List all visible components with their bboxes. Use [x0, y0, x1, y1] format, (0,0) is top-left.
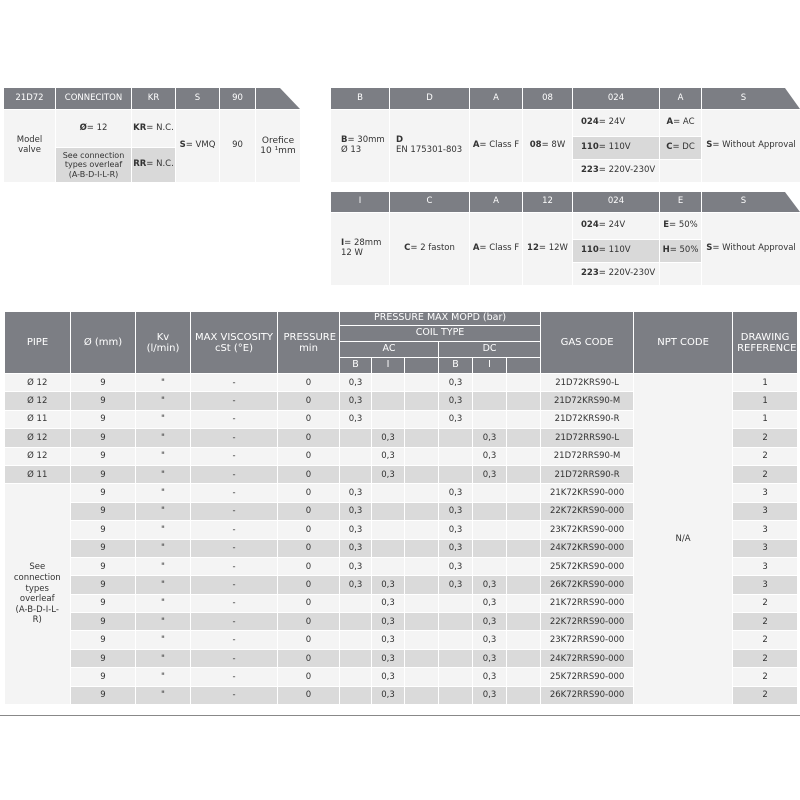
ct3-header-0: I [331, 192, 389, 212]
cell-ac-x [405, 502, 439, 520]
cell-visc: - [191, 484, 278, 502]
ct2-d-cell: D EN 175301-803 [390, 110, 469, 182]
cell-pmin: 0 [278, 539, 340, 557]
cell-gas: 21D72RRS90-R [541, 465, 634, 483]
cell-kv: " [136, 429, 191, 447]
cell-gas: 21D72KRS90-M [541, 392, 634, 410]
cell-dc-b: 0,3 [439, 557, 473, 575]
cell-dc-b: 0,3 [439, 502, 473, 520]
cell-dc-b: 0,3 [439, 374, 473, 392]
cell-ac-x [405, 594, 439, 612]
cell-dc-x [507, 539, 541, 557]
cell-pmin: 0 [278, 557, 340, 575]
ct2-header-2: A [470, 88, 522, 109]
cell-dc-i: 0,3 [473, 649, 507, 667]
cell-drawing-ref: 2 [733, 429, 798, 447]
cell-dc-x [507, 631, 541, 649]
cell-ac-b [340, 447, 372, 465]
cell-pmin: 0 [278, 484, 340, 502]
cell-dc-x [507, 392, 541, 410]
cell-pmin: 0 [278, 374, 340, 392]
cell-dc-x [507, 447, 541, 465]
cell-ac-x [405, 557, 439, 575]
cell-ac-i [372, 521, 405, 539]
cell-dc-b: 0,3 [439, 576, 473, 594]
cell-gas: 24K72KRS90-000 [541, 539, 634, 557]
cell-ac-b [340, 594, 372, 612]
cell-visc: - [191, 649, 278, 667]
cell-ac-x [405, 429, 439, 447]
cell-dc-i: 0,3 [473, 465, 507, 483]
model-valve-label: Model valve [4, 110, 55, 182]
seal-option: S= VMQ [176, 110, 219, 182]
cell-drawing-ref: 2 [733, 631, 798, 649]
header-coil-type: COIL TYPE [340, 326, 541, 342]
cell-pmin: 0 [278, 686, 340, 704]
cell-kv: " [136, 465, 191, 483]
cell-dia: 9 [71, 613, 136, 631]
cell-dia: 9 [71, 668, 136, 686]
cell-ac-i: 0,3 [372, 686, 405, 704]
cell-kv: " [136, 392, 191, 410]
cell-ac-b: 0,3 [340, 374, 372, 392]
cell-drawing-ref: 2 [733, 447, 798, 465]
ct2-v2-cell: 110= 110V [573, 137, 659, 159]
cell-drawing-ref: 3 [733, 539, 798, 557]
cell-kv: " [136, 539, 191, 557]
cell-ac-i: 0,3 [372, 613, 405, 631]
cell-gas: 21D72KRS90-R [541, 410, 634, 428]
cell-dc-b [439, 686, 473, 704]
header-diameter: Ø (mm) [71, 312, 136, 374]
cell-kv: " [136, 613, 191, 631]
cell-kv: " [136, 374, 191, 392]
cell-visc: - [191, 392, 278, 410]
kr-option: KR= N.C. [132, 110, 175, 147]
cell-ac-b: 0,3 [340, 521, 372, 539]
cell-ac-i: 0,3 [372, 576, 405, 594]
cell-pipe: Ø 12 [5, 392, 71, 410]
cell-dc-x [507, 668, 541, 686]
cell-ac-i [372, 557, 405, 575]
cell-dc-x [507, 557, 541, 575]
ct2-header-1: D [390, 88, 469, 109]
cell-drawing-ref: 3 [733, 576, 798, 594]
cell-dc-b: 0,3 [439, 392, 473, 410]
cell-dc-i [473, 374, 507, 392]
cell-ac-i [372, 484, 405, 502]
cell-visc: - [191, 668, 278, 686]
cell-dc-x [507, 502, 541, 520]
cell-dia: 9 [71, 447, 136, 465]
ct3-h-cell: H= 50% [660, 240, 701, 262]
cell-dia: 9 [71, 521, 136, 539]
cell-npt-code: N/A [634, 374, 733, 705]
ct3-header-3: 12 [523, 192, 572, 212]
cell-visc: - [191, 410, 278, 428]
ct2-s-cell: S= Without Approval [702, 110, 800, 182]
header-pressure-min: PRESSURE min [278, 312, 340, 374]
ct3-header-arrow [785, 192, 800, 212]
header-dc-blank [507, 358, 541, 374]
cell-dc-x [507, 429, 541, 447]
cell-dc-i [473, 539, 507, 557]
header-dc-b: B [439, 358, 473, 374]
cell-drawing-ref: 3 [733, 521, 798, 539]
cell-drawing-ref: 3 [733, 557, 798, 575]
cell-dia: 9 [71, 429, 136, 447]
cell-gas: 26K72KRS90-000 [541, 576, 634, 594]
cell-ac-x [405, 410, 439, 428]
header-ac-blank [405, 358, 439, 374]
ct3-a-cell: A= Class F [470, 213, 522, 285]
cell-pipe: Ø 12 [5, 447, 71, 465]
cell-visc: - [191, 374, 278, 392]
cell-dc-x [507, 686, 541, 704]
header-ac-b: B [340, 358, 372, 374]
header-npt-code: NPT CODE [634, 312, 733, 374]
cell-gas: 21D72RRS90-L [541, 429, 634, 447]
cell-visc: - [191, 429, 278, 447]
cell-dc-b: 0,3 [439, 410, 473, 428]
cell-dc-x [507, 594, 541, 612]
cell-drawing-ref: 3 [733, 484, 798, 502]
cell-gas: 23K72KRS90-000 [541, 521, 634, 539]
cell-pmin: 0 [278, 502, 340, 520]
cell-gas: 21K72KRS90-000 [541, 484, 634, 502]
cell-see-connection [5, 484, 71, 705]
cell-dia: 9 [71, 557, 136, 575]
cell-pmin: 0 [278, 410, 340, 428]
cell-pmin: 0 [278, 429, 340, 447]
cell-dc-i: 0,3 [473, 576, 507, 594]
orifice-value: Orefice 10 ¹mm [256, 110, 300, 182]
cell-ac-b: 0,3 [340, 410, 372, 428]
cell-kv: " [136, 484, 191, 502]
cell-ac-b: 0,3 [340, 557, 372, 575]
cell-kv: " [136, 557, 191, 575]
cell-ac-x [405, 686, 439, 704]
cell-ac-i: 0,3 [372, 649, 405, 667]
cell-ac-x [405, 649, 439, 667]
ct2-header-3: 08 [523, 88, 572, 109]
cell-ac-b [340, 429, 372, 447]
cell-kv: " [136, 447, 191, 465]
cell-drawing-ref: 2 [733, 668, 798, 686]
ct2-b-cell: B= 30mm Ø 13 [331, 110, 389, 182]
ct3-e-cell: E= 50% [660, 213, 701, 239]
cell-kv: " [136, 410, 191, 428]
cell-ac-x [405, 539, 439, 557]
cell-ac-b [340, 668, 372, 686]
cell-dia: 9 [71, 576, 136, 594]
cell-drawing-ref: 3 [733, 502, 798, 520]
see-connection-text: See connection types overleaf (A-B-D-I-L-R) [13, 562, 61, 626]
cell-ac-b [340, 686, 372, 704]
cell-visc: - [191, 594, 278, 612]
cell-gas: 23K72RRS90-000 [541, 631, 634, 649]
cell-gas: 25K72KRS90-000 [541, 557, 634, 575]
header-kv: Kv (l/min) [136, 312, 191, 374]
header-viscosity: MAX VISCOSITY cSt (°E) [191, 312, 278, 374]
cell-visc: - [191, 502, 278, 520]
ninety-value: 90 [220, 110, 255, 182]
header-drawing-ref: DRAWING REFERENCE [733, 312, 798, 374]
cell-visc: - [191, 557, 278, 575]
cell-ac-x [405, 374, 439, 392]
ct3-v1-cell: 024= 24V [573, 213, 659, 239]
cell-dia: 9 [71, 539, 136, 557]
cell-dc-b [439, 429, 473, 447]
cell-dc-i: 0,3 [473, 447, 507, 465]
ct2-header-arrow [785, 88, 800, 109]
cell-dc-x [507, 410, 541, 428]
cell-pmin: 0 [278, 576, 340, 594]
header-ac: AC [340, 342, 439, 358]
cell-ac-i: 0,3 [372, 429, 405, 447]
ct2-w-cell: 08= 8W [523, 110, 572, 182]
cell-dc-x [507, 521, 541, 539]
ct2-v1-cell: 024= 24V [573, 110, 659, 136]
ct1-header-2: KR [132, 88, 175, 109]
cell-kv: " [136, 594, 191, 612]
ct2-header-4: 024 [573, 88, 659, 109]
cell-dia: 9 [71, 502, 136, 520]
ct1-header-4: 90 [220, 88, 255, 109]
ct2-header-6: S [702, 88, 785, 109]
cell-dc-b [439, 613, 473, 631]
cell-dc-i: 0,3 [473, 668, 507, 686]
cell-kv: " [136, 576, 191, 594]
cell-pmin: 0 [278, 392, 340, 410]
cell-dc-b [439, 465, 473, 483]
cell-ac-b [340, 613, 372, 631]
cell-visc: - [191, 686, 278, 704]
cell-ac-i: 0,3 [372, 594, 405, 612]
cell-dc-i: 0,3 [473, 429, 507, 447]
cell-pipe: Ø 11 [5, 410, 71, 428]
ct3-header-5: E [660, 192, 701, 212]
ct3-empty-cell [660, 263, 701, 285]
header-gas-code: GAS CODE [541, 312, 634, 374]
cell-drawing-ref: 2 [733, 649, 798, 667]
ct3-c-cell: C= 2 faston [390, 213, 469, 285]
cell-visc: - [191, 631, 278, 649]
cell-ac-x [405, 484, 439, 502]
cell-dc-i [473, 392, 507, 410]
ct2-header-5: A [660, 88, 701, 109]
cell-dc-x [507, 465, 541, 483]
cell-visc: - [191, 465, 278, 483]
cell-pmin: 0 [278, 613, 340, 631]
cell-visc: - [191, 613, 278, 631]
conn-diameter: Ø= 12 [56, 110, 131, 147]
cell-dia: 9 [71, 374, 136, 392]
cell-ac-x [405, 613, 439, 631]
ct3-s-cell: S= Without Approval [702, 213, 800, 285]
cell-dc-x [507, 484, 541, 502]
cell-dc-i [473, 502, 507, 520]
cell-dia: 9 [71, 686, 136, 704]
cell-dia: 9 [71, 631, 136, 649]
cell-dc-b: 0,3 [439, 521, 473, 539]
cell-drawing-ref: 1 [733, 374, 798, 392]
cell-ac-b [340, 631, 372, 649]
ct3-v2-cell: 110= 110V [573, 240, 659, 262]
header-pipe: PIPE [5, 312, 71, 374]
cell-kv: " [136, 631, 191, 649]
cell-pipe: Ø 12 [5, 429, 71, 447]
cell-dc-b [439, 631, 473, 649]
cell-dia: 9 [71, 649, 136, 667]
cell-dia: 9 [71, 392, 136, 410]
cell-pmin: 0 [278, 649, 340, 667]
cell-drawing-ref: 2 [733, 594, 798, 612]
table-bottom-rule [0, 715, 800, 716]
cell-ac-x [405, 465, 439, 483]
cell-dia: 9 [71, 465, 136, 483]
cell-gas: 21D72RRS90-M [541, 447, 634, 465]
cell-pmin: 0 [278, 668, 340, 686]
ct2-dc-cell: C= DC [660, 137, 701, 159]
cell-ac-b: 0,3 [340, 484, 372, 502]
cell-visc: - [191, 521, 278, 539]
cell-gas: 21D72KRS90-L [541, 374, 634, 392]
cell-drawing-ref: 1 [733, 410, 798, 428]
cell-ac-i: 0,3 [372, 465, 405, 483]
cell-kv: " [136, 686, 191, 704]
cell-dia: 9 [71, 484, 136, 502]
cell-dc-b: 0,3 [439, 484, 473, 502]
conn-see-overleaf: See connection types overleaf (A-B-D-I-L-R) [56, 148, 131, 182]
cell-gas: 22K72RRS90-000 [541, 613, 634, 631]
cell-visc: - [191, 576, 278, 594]
cell-kv: " [136, 649, 191, 667]
header-mopd: PRESSURE MAX MOPD (bar) [340, 312, 541, 326]
ct1-header-arrow [256, 88, 300, 109]
cell-ac-i: 0,3 [372, 447, 405, 465]
cell-gas: 22K72KRS90-000 [541, 502, 634, 520]
cell-gas: 24K72RRS90-000 [541, 649, 634, 667]
cell-dc-x [507, 649, 541, 667]
cell-dc-i: 0,3 [473, 686, 507, 704]
cell-dc-b: 0,3 [439, 539, 473, 557]
ct1-header-3: S [176, 88, 219, 109]
cell-dc-b [439, 668, 473, 686]
ct1-header-1: CONNECITON [56, 88, 131, 109]
ct2-header-0: B [331, 88, 389, 109]
cell-pmin: 0 [278, 465, 340, 483]
cell-gas: 26K72RRS90-000 [541, 686, 634, 704]
cell-ac-b: 0,3 [340, 502, 372, 520]
cell-ac-i [372, 502, 405, 520]
cell-dia: 9 [71, 410, 136, 428]
header-dc: DC [439, 342, 541, 358]
cell-ac-b: 0,3 [340, 392, 372, 410]
cell-ac-i [372, 392, 405, 410]
cell-ac-i [372, 539, 405, 557]
cell-dc-i: 0,3 [473, 613, 507, 631]
cell-dc-b [439, 594, 473, 612]
header-dc-i: I [473, 358, 507, 374]
cell-ac-i [372, 374, 405, 392]
cell-dc-x [507, 374, 541, 392]
ct3-header-2: A [470, 192, 522, 212]
cell-ac-b: 0,3 [340, 539, 372, 557]
cell-ac-i [372, 410, 405, 428]
cell-dc-i [473, 521, 507, 539]
ct2-v3-cell: 223= 220V-230V [573, 160, 659, 182]
cell-drawing-ref: 1 [733, 392, 798, 410]
cell-ac-b [340, 649, 372, 667]
cell-kv: " [136, 521, 191, 539]
ct3-w-cell: 12= 12W [523, 213, 572, 285]
cell-ac-x [405, 392, 439, 410]
ct2-a-cell: A= Class F [470, 110, 522, 182]
cell-ac-b [340, 465, 372, 483]
cell-ac-x [405, 521, 439, 539]
ct2-ac-cell: A= AC [660, 110, 701, 136]
cell-pipe: Ø 11 [5, 465, 71, 483]
cell-drawing-ref: 2 [733, 686, 798, 704]
cell-kv: " [136, 502, 191, 520]
cell-ac-i: 0,3 [372, 668, 405, 686]
cell-visc: - [191, 539, 278, 557]
ct3-i-cell: I= 28mm 12 W [331, 213, 389, 285]
cell-gas: 21K72RRS90-000 [541, 594, 634, 612]
rr-option: RR= N.C. [132, 148, 175, 182]
cell-ac-x [405, 668, 439, 686]
ct3-header-4: 024 [573, 192, 659, 212]
cell-kv: " [136, 668, 191, 686]
cell-ac-b: 0,3 [340, 576, 372, 594]
cell-dc-i [473, 557, 507, 575]
cell-pipe: Ø 12 [5, 374, 71, 392]
ct3-v3-cell: 223= 220V-230V [573, 263, 659, 285]
cell-dc-x [507, 576, 541, 594]
cell-visc: - [191, 447, 278, 465]
cell-pmin: 0 [278, 631, 340, 649]
cell-dc-b [439, 649, 473, 667]
ct2-empty-cell [660, 160, 701, 182]
cell-pmin: 0 [278, 447, 340, 465]
cell-ac-x [405, 576, 439, 594]
cell-dc-i: 0,3 [473, 594, 507, 612]
ct3-header-6: S [702, 192, 785, 212]
cell-ac-x [405, 447, 439, 465]
cell-pmin: 0 [278, 594, 340, 612]
cell-ac-x [405, 631, 439, 649]
ct3-header-1: C [390, 192, 469, 212]
cell-dc-b [439, 447, 473, 465]
cell-dc-x [507, 613, 541, 631]
cell-dc-i [473, 410, 507, 428]
ct1-header-0: 21D72 [4, 88, 55, 109]
cell-gas: 25K72RRS90-000 [541, 668, 634, 686]
cell-drawing-ref: 2 [733, 465, 798, 483]
table-row [5, 374, 798, 392]
cell-dc-i: 0,3 [473, 631, 507, 649]
cell-drawing-ref: 2 [733, 613, 798, 631]
cell-pmin: 0 [278, 521, 340, 539]
cell-dia: 9 [71, 594, 136, 612]
cell-ac-i: 0,3 [372, 631, 405, 649]
cell-dc-i [473, 484, 507, 502]
header-ac-i: I [372, 358, 405, 374]
product-table [4, 311, 798, 705]
